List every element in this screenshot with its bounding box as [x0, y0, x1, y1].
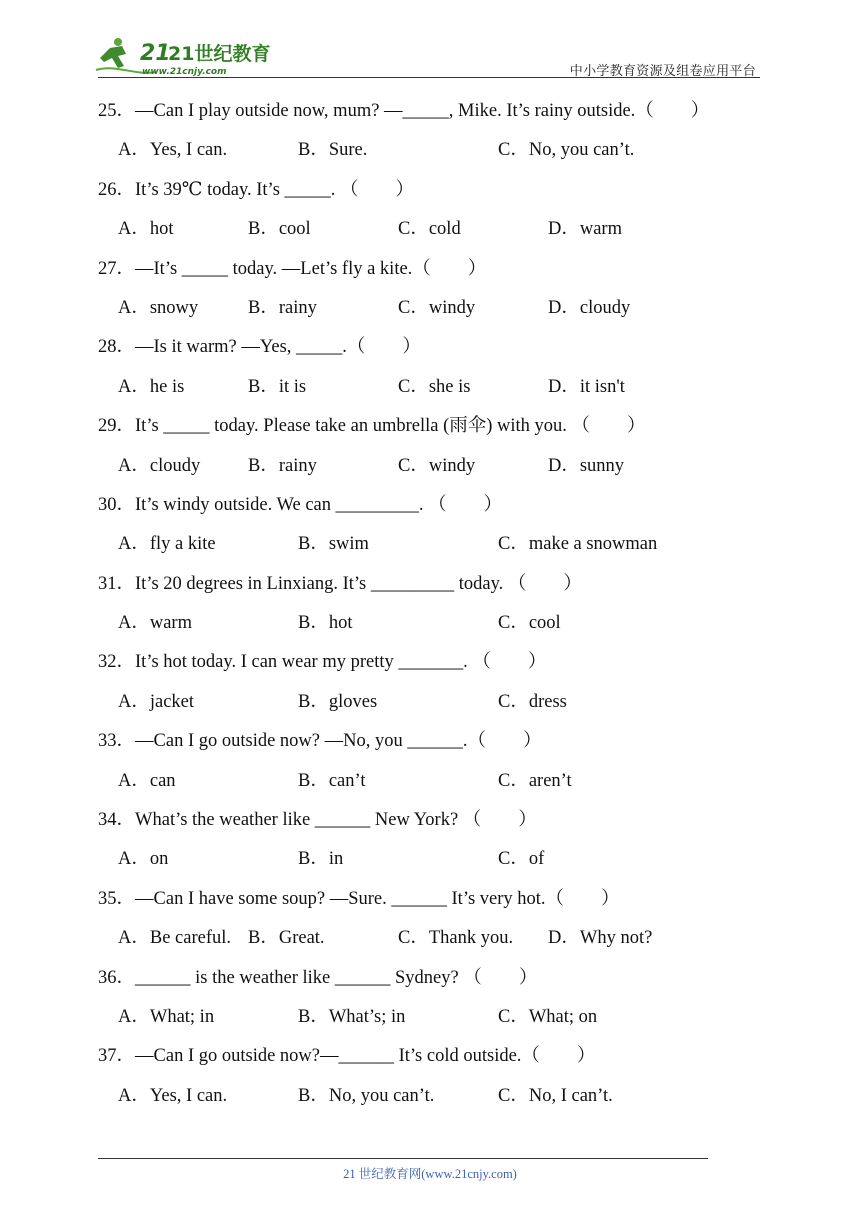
answer-option: C．windy	[398, 455, 476, 476]
answer-option: B．Great.	[248, 928, 325, 949]
question-number: 36．	[98, 967, 136, 988]
answer-option: B．hot	[298, 613, 353, 634]
question-stem	[98, 171, 778, 210]
question-number: 34．	[98, 810, 136, 831]
answer-option: B．in	[298, 849, 344, 870]
question-stem	[98, 880, 778, 919]
answer-option: A．jacket	[118, 691, 195, 712]
answer-option: B．No, you can’t.	[298, 1085, 435, 1106]
question-number: 27．	[98, 258, 136, 279]
question-stem	[98, 92, 778, 131]
answer-options	[98, 998, 778, 1037]
question-number: 25．	[98, 101, 136, 121]
footer-divider	[98, 1158, 708, 1159]
answer-options	[98, 210, 778, 249]
question-text: —Is it warm? —Yes, _____.（ ）	[135, 337, 421, 358]
answer-option: A．snowy	[118, 297, 199, 318]
svg-text:www.21cnjy.com: www.21cnjy.com	[142, 67, 227, 77]
answer-option: C．Thank you.	[398, 928, 514, 949]
answer-option: B．rainy	[248, 297, 317, 318]
question-text: ______ is the weather like ______ Sydney? （ ）	[135, 967, 538, 988]
answer-option: A．Be careful.	[118, 928, 232, 949]
answer-option: D．cloudy	[548, 297, 631, 318]
answer-option: A．hot	[118, 219, 174, 240]
answer-option: B．What’s; in	[298, 1006, 406, 1027]
answer-option: C．windy	[398, 297, 476, 318]
question-text: —Can I go outside now?—______ It’s cold outside.（ ）	[135, 1046, 596, 1067]
question-number: 28．	[98, 337, 136, 358]
question-text: —Can I go outside now? —No, you ______.（ ）	[135, 731, 542, 752]
question-text: —Can I play outside now, mum? —_____, Mike. It’s rainy outside.（ ）	[135, 101, 710, 121]
answer-option: A．can	[118, 770, 176, 791]
answer-options	[98, 525, 778, 564]
answer-option: C．What; on	[498, 1006, 598, 1027]
answer-option: B．rainy	[248, 455, 317, 476]
question-stem	[98, 407, 778, 446]
question-stem	[98, 959, 778, 998]
question-text: It’s hot today. I can wear my pretty _______. （ ）	[135, 652, 547, 673]
answer-option: C．No, I can’t.	[498, 1085, 613, 1106]
answer-option: A．he is	[118, 376, 185, 397]
answer-option: B．it is	[248, 376, 307, 397]
question-number: 31．	[98, 573, 136, 594]
question-stem	[98, 643, 778, 682]
question-text: It’s 39℃ today. It’s _____. （ ）	[135, 179, 415, 200]
question-text: It’s 20 degrees in Linxiang. It’s _________ today. （ ）	[135, 573, 582, 594]
answer-option: A．on	[118, 849, 169, 870]
question-number: 30．	[98, 494, 136, 515]
answer-option: D．sunny	[548, 455, 625, 476]
header-platform-name: 中小学教育资源及组卷应用平台	[569, 64, 756, 79]
answer-option: C．cool	[498, 613, 561, 634]
answer-option: D．Why not?	[548, 928, 653, 949]
question-number: 37．	[98, 1046, 136, 1067]
logo-runner-icon	[96, 36, 271, 80]
answer-option: A．What; in	[118, 1006, 215, 1027]
answer-option: C．cold	[398, 219, 461, 240]
question-number: 26．	[98, 179, 136, 200]
answer-option: B．can’t	[298, 770, 366, 791]
answer-option: B．swim	[298, 534, 369, 555]
question-number: 35．	[98, 888, 136, 909]
answer-options	[98, 604, 778, 643]
question-stem	[98, 1037, 778, 1076]
answer-option: A．warm	[118, 613, 192, 634]
question-stem	[98, 722, 778, 761]
answer-option: B．gloves	[298, 691, 378, 712]
question-list	[98, 92, 778, 1116]
answer-option: B．Sure.	[298, 140, 368, 161]
question-text: What’s the weather like ______ New York? （ ）	[135, 810, 537, 831]
answer-option: D．it isn't	[548, 376, 625, 397]
answer-options	[98, 1077, 778, 1116]
answer-options	[98, 289, 778, 328]
question-stem	[98, 486, 778, 525]
answer-option: C．she is	[398, 376, 471, 397]
answer-option: B．cool	[248, 219, 311, 240]
answer-option: C．No, you can’t.	[498, 140, 635, 161]
question-stem	[98, 565, 778, 604]
header-divider	[98, 77, 760, 78]
page-header	[0, 0, 860, 80]
answer-options	[98, 919, 778, 958]
answer-options	[98, 762, 778, 801]
question-number: 29．	[98, 416, 136, 437]
question-text: —Can I have some soup? —Sure. ______ It’s very hot.（ ）	[135, 888, 620, 909]
answer-option: C．dress	[498, 691, 567, 712]
answer-option: C．aren’t	[498, 770, 572, 791]
answer-option: C．make a snowman	[498, 534, 658, 555]
answer-option: C．of	[498, 849, 545, 870]
answer-option: A．cloudy	[118, 455, 201, 476]
question-text: —It’s _____ today. —Let’s fly a kite.（ ）	[135, 258, 487, 279]
svg-text:21: 21	[140, 41, 171, 66]
answer-option: A．Yes, I can.	[118, 140, 228, 161]
question-stem	[98, 328, 778, 367]
question-number: 32．	[98, 652, 136, 673]
question-stem	[98, 801, 778, 840]
footer-source: 21 世纪教育网(www.21cnjy.com)	[343, 1167, 517, 1181]
answer-options	[98, 131, 778, 170]
svg-text:21世纪教育: 21世纪教育	[168, 43, 271, 65]
answer-options	[98, 368, 778, 407]
answer-options	[98, 447, 778, 486]
site-logo	[96, 36, 271, 80]
answer-option: A．fly a kite	[118, 534, 216, 555]
answer-options	[98, 840, 778, 879]
question-stem	[98, 250, 778, 289]
answer-options	[98, 683, 778, 722]
question-text: It’s windy outside. We can _________. （ ）	[135, 494, 503, 515]
answer-option: A．Yes, I can.	[118, 1085, 228, 1106]
answer-option: D．warm	[548, 219, 622, 240]
question-text: It’s _____ today. Please take an umbrella (雨伞) with you. （ ）	[135, 416, 646, 437]
question-number: 33．	[98, 731, 136, 752]
